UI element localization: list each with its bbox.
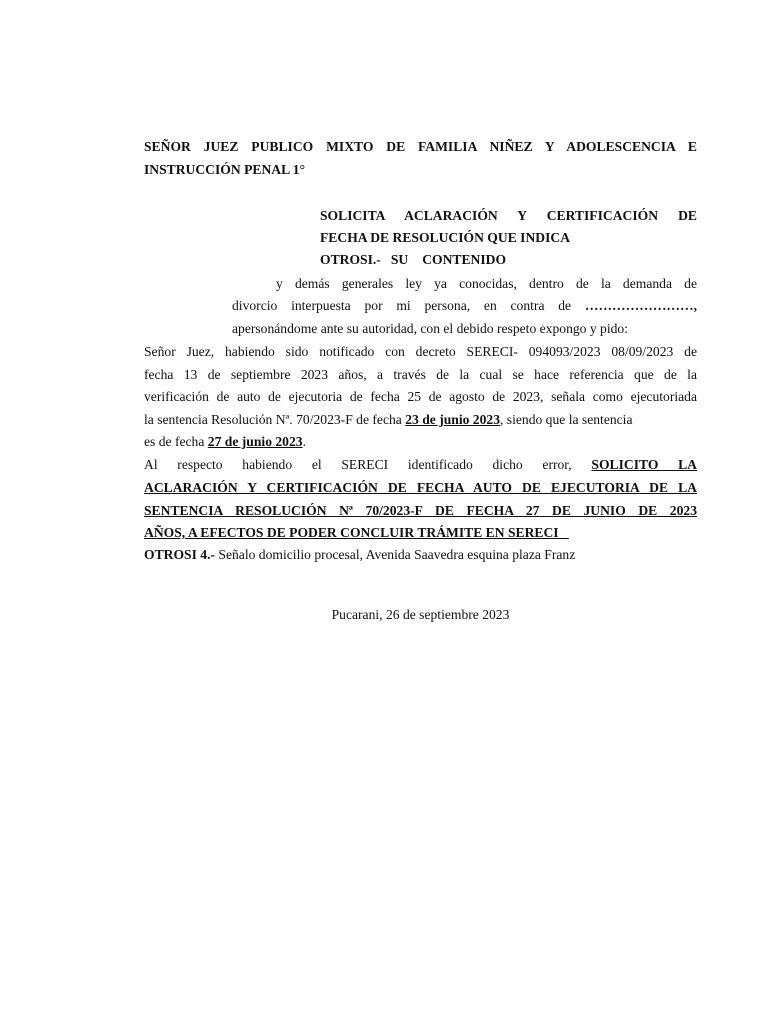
otrosi-4-label: OTROSI 4.- [144,547,216,562]
body-p1-line-1: Señor Juez, habiendo sido notificado con decreto SERECI- 094093/2023 08/09/2023 de [144,344,697,359]
body-p2-line-3: SENTENCIA RESOLUCIÓN Nª 70/2023-F DE FECHA 27 DE JUNIO DE 2023 [144,503,697,518]
body-p1-line-3: verificación de auto de ejecutoria de fecha 25 de agosto de 2023, señala como ejecutoriada [144,389,697,404]
intro-line-2 [232,297,697,315]
intro-line-3: apersonándome ante su autoridad, con el debido respeto expongo y pido: [232,321,628,336]
addressee-line-2: INSTRUCCIÓN PENAL 1° [144,162,306,177]
intro-line-1: y demás generales ley ya conocidas, dentro de la demanda de [276,276,697,291]
otrosi-4-text: Señalo domicilio procesal, Avenida Saavedra esquina plaza Franz [215,547,576,562]
intro-line-2-text: divorcio interpuesta por mi persona, en contra de [232,298,572,313]
summary-otrosi-su: SU [390,252,409,267]
body-p2-line-1-b: SOLICITO LA [591,457,697,472]
intro-placeholder-dots: ……………………, [584,298,697,313]
body-date-27-junio: 27 de junio 2023 [207,434,303,449]
body-p2-line-4: AÑOS, A EFECTOS DE PODER CONCLUIR TRÁMITE EN SERECI [144,525,569,540]
otrosi-4 [144,546,575,564]
body-p1-line-5-a: es de fecha [144,434,208,449]
body-p2-line-1 [144,456,697,474]
body-date-23-junio: 23 de junio 2023 [405,412,500,427]
summary-line-1: SOLICITA ACLARACIÓN Y CERTIFICACIÓN DE [320,208,697,223]
summary-otrosi [320,251,506,269]
summary-otrosi-label: OTROSI.- [320,252,381,267]
body-p1-line-2: fecha 13 de septiembre 2023 años, a través de la cual se hace referencia que de la [144,367,697,382]
body-p2-line-1-a: Al respecto habiendo el SERECI identificado dicho error, [144,457,592,472]
body-p1-line-4-a: la sentencia Resolución Nª. 70/2023-F de fecha [144,412,406,427]
body-p1-line-4 [144,411,697,429]
addressee-line-1: SEÑOR JUEZ PUBLICO MIXTO DE FAMILIA NIÑEZ Y ADOLESCENCIA E [144,139,697,154]
summary-otrosi-contenido: CONTENIDO [422,252,507,267]
body-p2-line-2: ACLARACIÓN Y CERTIFICACIÓN DE FECHA AUTO DE EJECUTORIA DE LA [144,480,697,495]
body-p1-line-5 [144,433,306,451]
body-p1-line-4-b: , siendo que la sentencia [500,412,633,427]
summary-line-2: FECHA DE RESOLUCIÓN QUE INDICA [320,230,571,245]
closing-place-date: Pucarani, 26 de septiembre 2023 [331,607,510,622]
body-p1-line-5-b: . [302,434,306,449]
